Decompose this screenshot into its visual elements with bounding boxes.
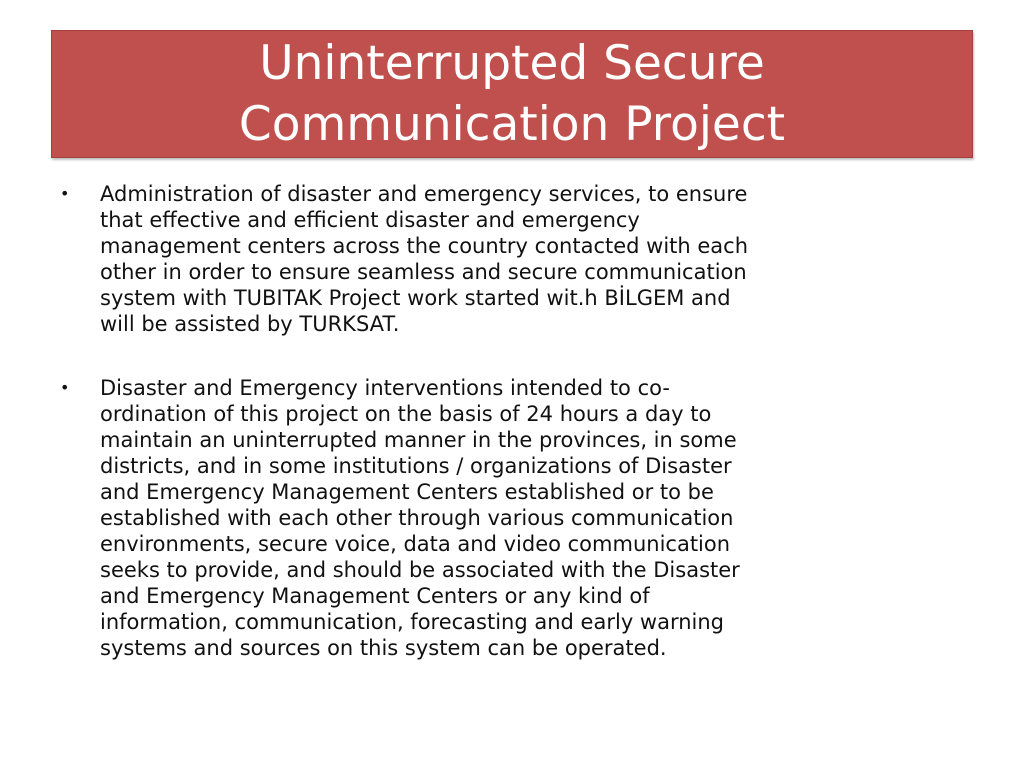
bullet-1-line-6: will be assisted by TURKSAT. xyxy=(100,312,400,336)
bullet-item-1 xyxy=(60,181,960,337)
bullet-1-line-2: that effective and efficient disaster and emergency xyxy=(100,208,640,232)
title-line-1: Uninterrupted Secure xyxy=(259,36,765,91)
bullet-2-line-1: Disaster and Emergency interventions intended to co- xyxy=(100,376,670,400)
bullet-2-line-6: established with each other through various communication xyxy=(100,506,734,530)
bullet-2-line-3: maintain an uninterrupted manner in the provinces, in some xyxy=(100,428,737,452)
bullet-2-line-10: information, communication, forecasting and early warning xyxy=(100,610,725,634)
bullet-icon: • xyxy=(60,184,70,203)
bullet-2-line-8: seeks to provide, and should be associated with the Disaster xyxy=(100,558,740,582)
bullet-2-line-7: environments, secure voice, data and video communication xyxy=(100,532,731,556)
bullet-2-line-2: ordination of this project on the basis of 24 hours a day to xyxy=(100,402,712,426)
bullet-1-line-5: system with TUBITAK Project work started wit.h BİLGEM and xyxy=(100,286,731,310)
bullet-1-line-4: other in order to ensure seamless and secure communication xyxy=(100,260,747,284)
bullet-1-line-1: Administration of disaster and emergency services, to ensure xyxy=(100,182,748,206)
bullet-2-line-11: systems and sources on this system can be operated. xyxy=(100,636,667,660)
title-banner xyxy=(51,30,973,158)
bullet-2-line-4: districts, and in some institutions / organizations of Disaster xyxy=(100,454,732,478)
bullet-2-line-5: and Emergency Management Centers established or to be xyxy=(100,480,714,504)
bullet-item-2 xyxy=(60,375,960,661)
bullet-2-line-9: and Emergency Management Centers or any kind of xyxy=(100,584,650,608)
title-line-2: Communication Project xyxy=(238,97,786,152)
bullet-icon: • xyxy=(60,378,70,397)
bullet-list xyxy=(60,181,960,699)
bullet-1-line-3: management centers across the country contacted with each xyxy=(100,234,749,258)
